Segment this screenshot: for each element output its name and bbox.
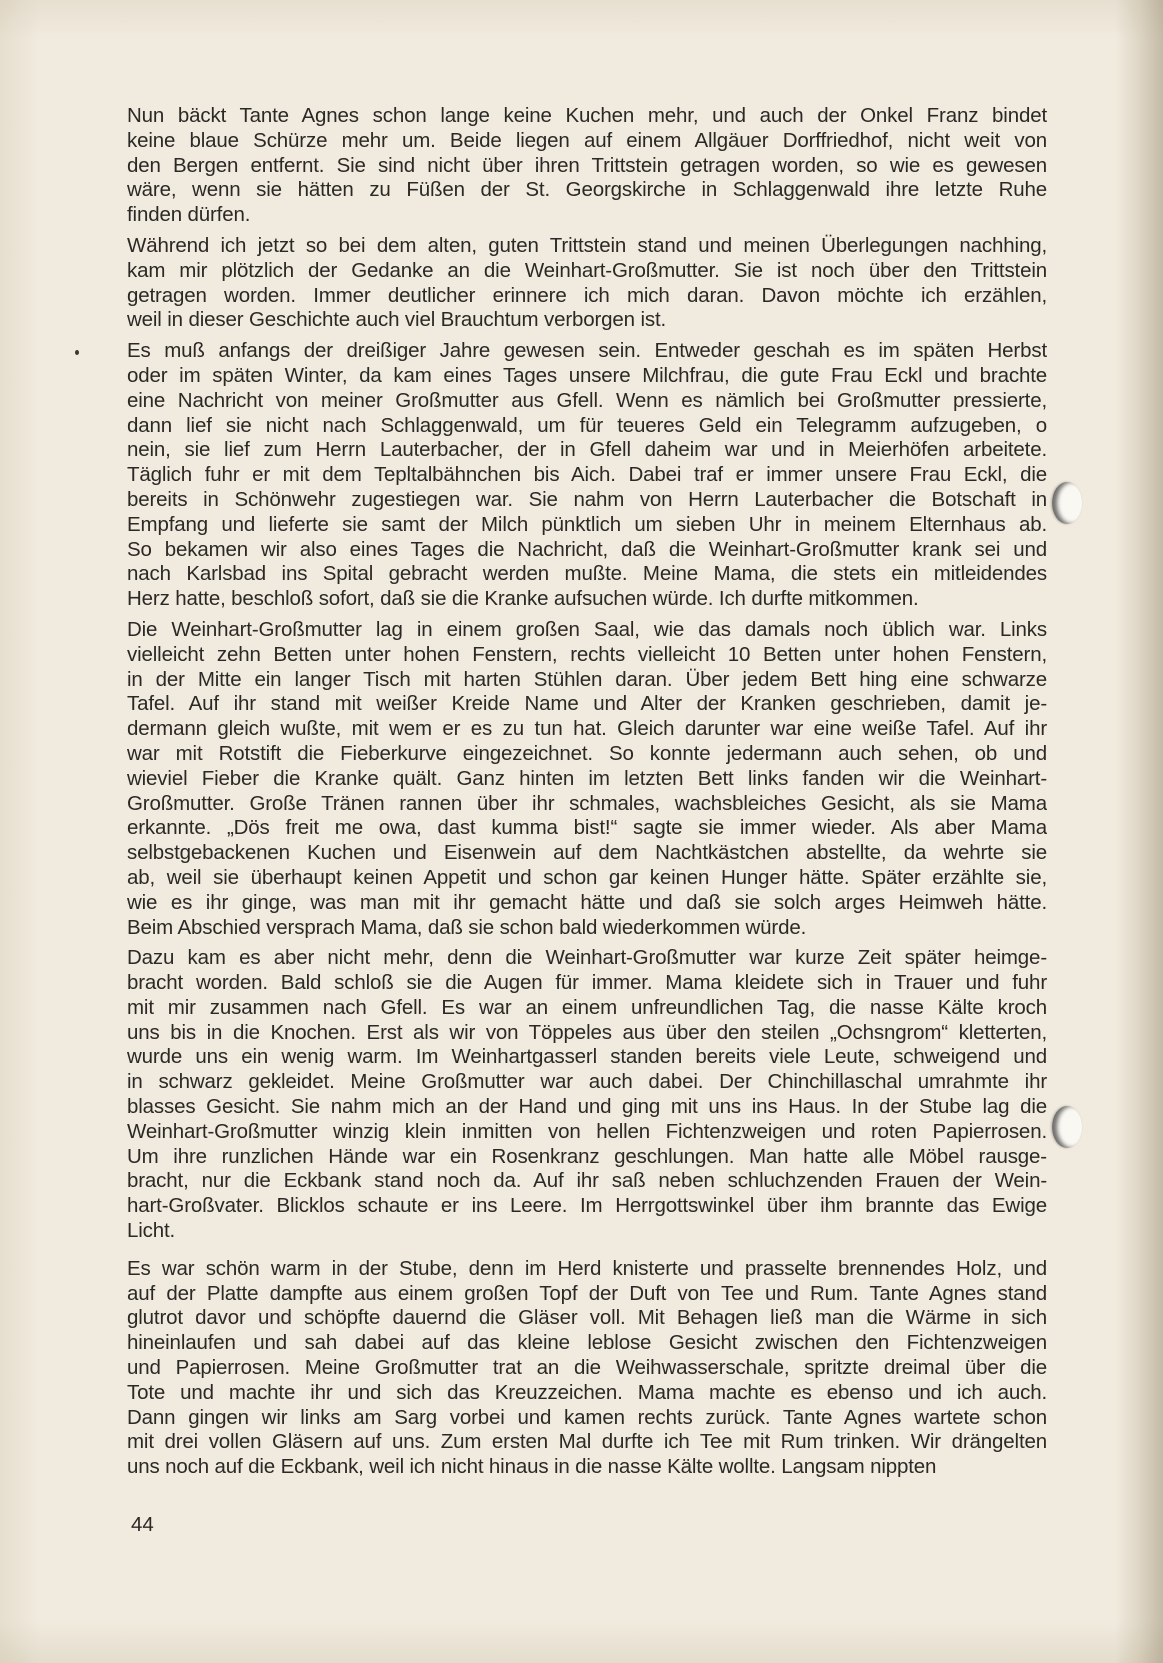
line-box bbox=[127, 562, 1047, 587]
text-line: Die Weinhart-Großmutter lag in einem großen Saal, wie das damals noch üblich war. Links bbox=[127, 617, 1047, 641]
text-line: Dann gingen wir links am Sarg vorbei und kamen rechts zurück. Tante Agnes wartete schon bbox=[127, 1405, 1047, 1429]
text-line: Beim Abschied versprach Mama, daß sie schon bald wiederkommen würde. bbox=[127, 915, 807, 939]
text-line: nein, sie lief zum Herrn Lauterbacher, der in Gfell daheim war und in Meierhöfen arbeitete. bbox=[127, 438, 1047, 462]
line-box bbox=[127, 1045, 1047, 1070]
text-line: uns bis in die Knochen. Erst als wir von Töppeles aus über den steilen „Ochsngrom“ kletterten, bbox=[127, 1020, 1047, 1044]
line-box bbox=[127, 742, 1047, 767]
line-box bbox=[127, 587, 1047, 612]
line-box bbox=[127, 792, 1047, 817]
text-line: oder im späten Winter, da kam eines Tages unsere Milchfrau, die gute Frau Eckl und brachte bbox=[127, 363, 1047, 387]
line-box bbox=[127, 104, 1047, 129]
text-line: wie es ihr ginge, was man mit ihr gemacht hätte und daß sie solch arges Heimweh hätte. bbox=[127, 890, 1047, 914]
text-line: bereits in Schönwehr zugestiegen war. Sie nahm von Herrn Lauterbacher die Botschaft in bbox=[127, 487, 1047, 511]
text-line: bracht worden. Bald schloß sie die Augen für immer. Mama kleidete sich in Trauer und fuhr bbox=[127, 971, 1047, 995]
punch-hole-lower bbox=[1052, 1106, 1082, 1148]
text-line: Es war schön warm in der Stube, denn im Herd knisterte und prasselte brennendes Holz, und bbox=[127, 1256, 1047, 1280]
body-text bbox=[127, 104, 1047, 1480]
paragraph bbox=[127, 104, 1047, 228]
line-box bbox=[127, 692, 1047, 717]
line-box bbox=[127, 438, 1047, 463]
text-line: vielleicht zehn Betten unter hohen Fenstern, rechts vielleicht 10 Betten unter hohen Fenstern, bbox=[127, 642, 1047, 666]
text-line: dann lief sie nicht nach Schlaggenwald, um für teueres Geld ein Telegramm aufzugeben, o bbox=[127, 413, 1047, 437]
paragraph bbox=[127, 618, 1047, 940]
text-line: ab, weil sie überhaupt keinen Appetit und schon gar keinen Hunger hätte. Später erzählte sie, bbox=[127, 865, 1047, 889]
text-line: weil in dieser Geschichte auch viel Brauchtum verborgen ist. bbox=[127, 308, 667, 332]
text-line: Tote und machte ihr und sich das Kreuzzeichen. Mama machte es ebenso und ich auch. bbox=[127, 1380, 1047, 1404]
line-box bbox=[127, 841, 1047, 866]
text-line: dermann gleich wußte, mit wem er es zu tun hat. Gleich darunter war eine weiße Tafel. Auf ihr bbox=[127, 717, 1047, 741]
line-box bbox=[127, 1306, 1047, 1331]
text-line: hart-Großvater. Blicklos schaute er ins Leere. Im Herrgottswinkel über ihm brannte das Ewige bbox=[127, 1194, 1047, 1218]
text-line: nach Karlsbad ins Spital gebracht werden mußte. Meine Mama, die stets ein mitleidendes bbox=[127, 562, 1047, 586]
line-box bbox=[127, 284, 1047, 309]
text-line: hineinlaufen und sah dabei auf das kleine leblose Gesicht zwischen den Fichtenzweigen bbox=[127, 1331, 1047, 1355]
line-box bbox=[127, 259, 1047, 284]
line-box bbox=[127, 513, 1047, 538]
line-box bbox=[127, 1169, 1047, 1194]
text-line: Nun bäckt Tante Agnes schon lange keine Kuchen mehr, und auch der Onkel Franz bindet bbox=[127, 104, 1047, 127]
line-box bbox=[127, 618, 1047, 643]
line-box bbox=[127, 1021, 1047, 1046]
line-box bbox=[127, 767, 1047, 792]
line-box bbox=[127, 946, 1047, 971]
text-line: mit drei vollen Gläsern auf uns. Zum ersten Mal durfte ich Tee mit Rum trinken. Wir drängelten bbox=[127, 1430, 1047, 1454]
text-line: So bekamen wir also eines Tages die Nachricht, daß die Weinhart-Großmutter krank sei und bbox=[127, 537, 1047, 561]
text-line: wurde uns ein wenig warm. Im Weinhartgasserl standen bereits viele Leute, schweigend und bbox=[127, 1045, 1047, 1069]
line-box bbox=[127, 866, 1047, 891]
line-box bbox=[127, 916, 1047, 941]
text-line: war mit Rotstift die Fieberkurve eingezeichnet. So konnte jedermann auch sehen, ob und bbox=[127, 741, 1047, 765]
line-box bbox=[127, 1406, 1047, 1431]
text-line: und Papierrosen. Meine Großmutter trat an die Weihwasserschale, spritzte dreimal über die bbox=[127, 1356, 1047, 1380]
line-box bbox=[127, 414, 1047, 439]
text-line: getragen worden. Immer deutlicher erinnere ich mich daran. Davon möchte ich erzählen, bbox=[127, 283, 1047, 307]
text-line: bracht, nur die Eckbank stand noch da. Auf ihr saß neben schluchzenden Frauen der Wein- bbox=[127, 1169, 1047, 1193]
text-line: Während ich jetzt so bei dem alten, guten Trittstein stand und meinen Überlegungen nachhing, bbox=[127, 233, 1047, 257]
line-box bbox=[127, 129, 1047, 154]
stray-ink-mark bbox=[75, 350, 79, 355]
line-box bbox=[127, 1455, 1047, 1480]
text-line: Großmutter. Große Tränen rannen über ihr schmales, wachsbleiches Gesicht, als sie Mama bbox=[127, 791, 1047, 815]
text-line: finden dürfen. bbox=[127, 203, 251, 227]
text-line: keine blaue Schürze mehr um. Beide liegen auf einem Allgäuer Dorffriedhof, nicht weit von bbox=[127, 128, 1047, 152]
text-line: Licht. bbox=[127, 1219, 176, 1243]
line-box bbox=[127, 1194, 1047, 1219]
text-line: Tafel. Auf ihr stand mit weißer Kreide Name und Alter der Kranken geschrieben, damit je- bbox=[127, 692, 1047, 716]
line-box bbox=[127, 488, 1047, 513]
text-line: kam mir plötzlich der Gedanke an die Weinhart-Großmutter. Sie ist noch über den Trittstein bbox=[127, 258, 1047, 282]
line-box bbox=[127, 643, 1047, 668]
line-box bbox=[127, 308, 1047, 333]
text-line: den Bergen entfernt. Sie sind nicht über ihren Trittstein getragen worden, so wie es gewesen bbox=[127, 153, 1047, 177]
line-box bbox=[127, 1095, 1047, 1120]
text-line: blasses Gesicht. Sie nahm mich an der Hand und ging mit uns ins Haus. In der Stube lag die bbox=[127, 1095, 1047, 1119]
text-line: mit mir zusammen nach Gfell. Es war an einem unfreundlichen Tag, die nasse Kälte kroch bbox=[127, 995, 1047, 1019]
line-box bbox=[127, 1219, 1047, 1244]
text-line: auf der Platte dampfte aus einem großen Topf der Duft von Tee und Rum. Tante Agnes stand bbox=[127, 1281, 1047, 1305]
text-line: Empfang und lieferte sie samt der Milch pünktlich um sieben Uhr in meinem Elternhaus ab. bbox=[127, 512, 1047, 536]
line-box bbox=[127, 178, 1047, 203]
line-box bbox=[127, 1145, 1047, 1170]
line-box bbox=[127, 1331, 1047, 1356]
line-box bbox=[127, 339, 1047, 364]
line-box bbox=[127, 971, 1047, 996]
line-box bbox=[127, 996, 1047, 1021]
text-line: Um ihre runzlichen Hände war ein Rosenkranz geschlungen. Man hatte alle Möbel rausge- bbox=[127, 1144, 1047, 1168]
text-line: eine Nachricht von meiner Großmutter aus Gfell. Wenn es nämlich bei Großmutter pressierte, bbox=[127, 388, 1047, 412]
text-line: selbstgebackenen Kuchen und Eisenwein auf dem Nachtkästchen abstellte, da wehrte sie bbox=[127, 841, 1047, 865]
line-box bbox=[127, 1356, 1047, 1381]
page-number: 44 bbox=[131, 1513, 154, 1536]
text-line: glutrot davor und schöpfte dauernd die Gläser voll. Mit Behagen ließ man die Wärme in sich bbox=[127, 1306, 1047, 1330]
text-line: wäre, wenn sie hätten zu Füßen der St. Georgskirche in Schlaggenwald ihre letzte Ruhe bbox=[127, 178, 1047, 202]
text-line: in schwarz gekleidet. Meine Großmutter war auch dabei. Der Chinchillaschal umrahmte ihr bbox=[127, 1070, 1047, 1094]
text-line: wieviel Fieber die Kranke quält. Ganz hinten im letzten Bett links fanden wir die Weinhart- bbox=[127, 766, 1047, 790]
text-line: Es muß anfangs der dreißiger Jahre gewesen sein. Entweder geschah es im späten Herbst bbox=[127, 339, 1047, 363]
text-line: uns noch auf die Eckbank, weil ich nicht hinaus in die nasse Kälte wollte. Langsam nippten bbox=[127, 1455, 937, 1479]
line-box bbox=[127, 234, 1047, 259]
line-box bbox=[127, 389, 1047, 414]
line-box bbox=[127, 203, 1047, 228]
line-box bbox=[127, 668, 1047, 693]
text-line: erkannte. „Dös freit me owa, dast kumma bist!“ sagte sie immer wieder. Als aber Mama bbox=[127, 816, 1047, 840]
line-box bbox=[127, 538, 1047, 563]
line-box bbox=[127, 1282, 1047, 1307]
line-box bbox=[127, 891, 1047, 916]
line-box bbox=[127, 1381, 1047, 1406]
paragraph bbox=[127, 1257, 1047, 1480]
paragraph bbox=[127, 339, 1047, 612]
punch-hole-upper bbox=[1052, 482, 1082, 524]
paragraph bbox=[127, 234, 1047, 333]
text-line: Weinhart-Großmutter winzig klein inmitten von hellen Fichtenzweigen und roten Papierrosen. bbox=[127, 1119, 1047, 1143]
line-box bbox=[127, 717, 1047, 742]
text-line: in der Mitte ein langer Tisch mit harten Stühlen daran. Über jedem Bett hing eine schwarze bbox=[127, 667, 1047, 691]
line-box bbox=[127, 364, 1047, 389]
line-box bbox=[127, 1430, 1047, 1455]
paragraph bbox=[127, 946, 1047, 1244]
line-box bbox=[127, 1120, 1047, 1145]
text-line: Dazu kam es aber nicht mehr, denn die Weinhart-Großmutter war kurze Zeit später heimge- bbox=[127, 946, 1047, 970]
text-line: Herz hatte, beschloß sofort, daß sie die Kranke aufsuchen würde. Ich durfte mitkommen. bbox=[127, 587, 919, 611]
line-box bbox=[127, 816, 1047, 841]
line-box bbox=[127, 154, 1047, 179]
line-box bbox=[127, 1257, 1047, 1282]
line-box bbox=[127, 1070, 1047, 1095]
text-line: Täglich fuhr er mit dem Tepltalbähnchen bis Aich. Dabei traf er immer unsere Frau Eckl, die bbox=[127, 463, 1047, 487]
line-box bbox=[127, 463, 1047, 488]
